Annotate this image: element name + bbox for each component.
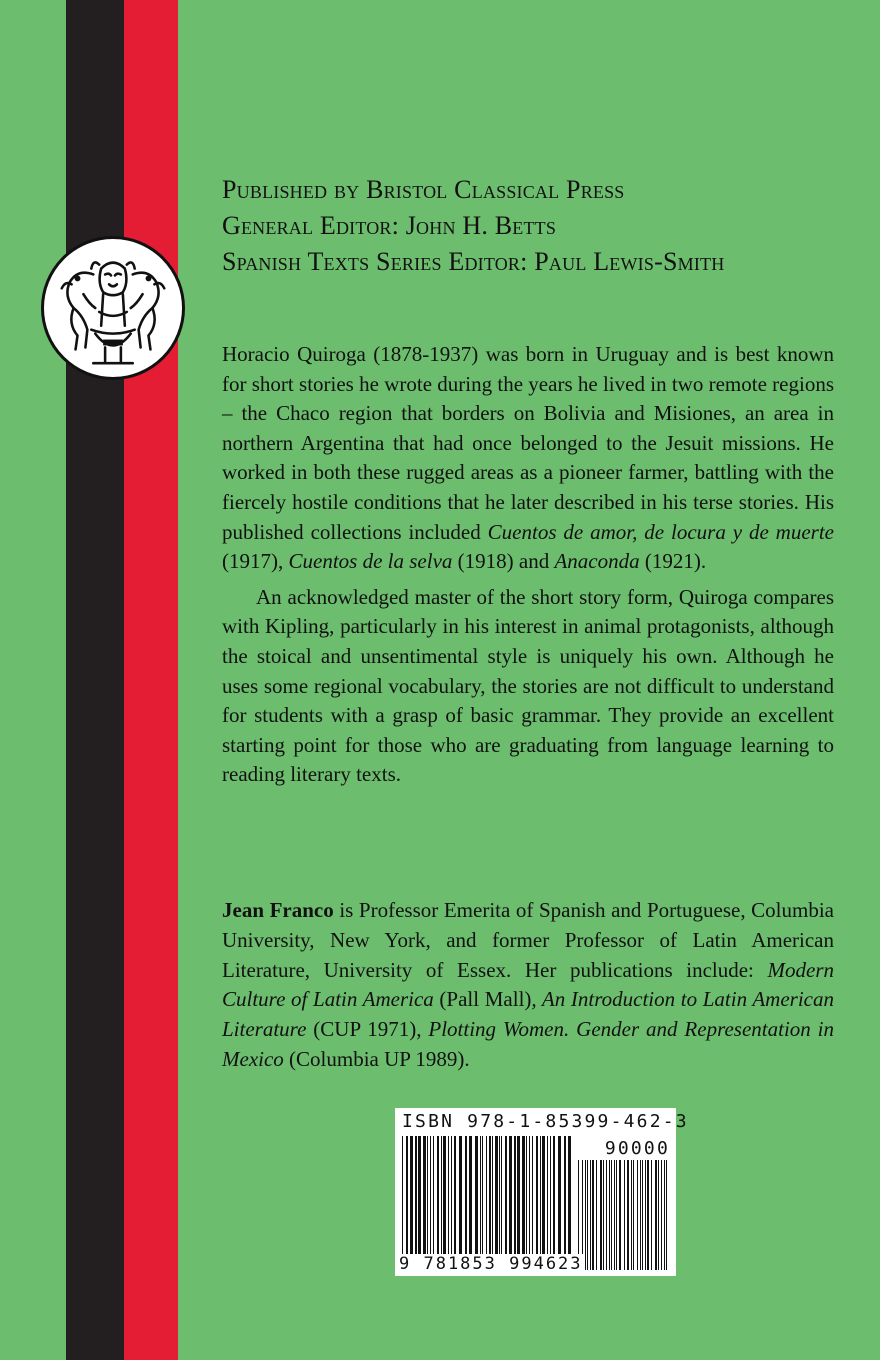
book-title-1: Cuentos de amor, de locura y de muerte (487, 519, 834, 544)
barcode-bar (499, 1136, 500, 1258)
barcode-bar (415, 1136, 417, 1258)
barcode-bar (465, 1136, 467, 1258)
barcode-bar (666, 1160, 667, 1270)
barcode-bar (489, 1136, 491, 1258)
barcode-bar (536, 1136, 538, 1258)
description-text: (1921). (639, 549, 707, 574)
barcode-bar (647, 1160, 649, 1270)
publisher-emblem-icon (41, 236, 185, 380)
barcode-bar (600, 1160, 602, 1270)
barcode-bar (437, 1136, 439, 1258)
bio-text: (Columbia UP 1989). (283, 1046, 470, 1071)
barcode-bar (664, 1160, 665, 1270)
description-paragraph-2: An acknowledged master of the short story form, Quiroga compares with Kipling, particularly in his interest in animal protagonists, although the stoical and unsentimental style is uniquely his own. Although he uses some regional vocabulary, the stories are not difficult to understand for students with a grasp of basic grammar. They provide an excellent starting point for those who are graduating from language learning to reading literary texts. (222, 584, 834, 787)
barcode-bar (587, 1160, 588, 1270)
author-name: Jean Franco (222, 898, 334, 922)
book-title-2: Cuentos de la selva (288, 549, 453, 574)
barcode-bar (459, 1136, 462, 1258)
publication-title-2: , An Introduction to Latin American Literature (222, 987, 834, 1042)
publication-title-3: Plotting Women. Gender and Representation in Mexico (222, 1017, 835, 1071)
barcode-bar (448, 1136, 449, 1258)
publisher-line: Published by Bristol Classical Press (222, 175, 625, 204)
description-text: Horacio Quiroga (1878-1937) was born in Uruguay and is best known for short stories he wrote during the years he lived in two remote regions – the Chaco region that borders on Bolivia and Misiones, an area in northern Argentina that had once belonged to the Jesuit missions. He worked in both these rugged areas as a pioneer farmer, battling with the fiercely hostile conditions that he later described in his terse stories. His published collections included (222, 342, 834, 544)
barcode-bar (642, 1160, 643, 1270)
barcode-bar (585, 1160, 586, 1270)
barcode-bar (454, 1136, 456, 1258)
barcode-bar (645, 1160, 646, 1270)
barcode-bar (480, 1136, 481, 1258)
ean-barcode-bars (401, 1136, 571, 1258)
barcode-bar (606, 1160, 607, 1270)
barcode-bar (619, 1160, 621, 1270)
ean-number: 9 781853 994623 (399, 1254, 583, 1274)
isbn-number: ISBN 978-1-85399-462-3 (402, 1111, 689, 1132)
barcode-bar (553, 1136, 555, 1258)
barcode-bar (406, 1136, 408, 1258)
barcode-bar (658, 1160, 659, 1270)
author-bio (222, 896, 834, 1075)
barcode-bar (640, 1160, 641, 1270)
barcode-bar (423, 1136, 426, 1258)
barcode-bar (475, 1136, 478, 1258)
barcode-bar (637, 1160, 638, 1270)
barcode-bar (609, 1160, 610, 1270)
bio-text: is Professor Emerita of Spanish and Portuguese, Columbia University, New York, and former Professor of Latin American Literature, University of Essex. Her publications include: (222, 898, 834, 982)
barcode-bar (624, 1160, 625, 1270)
barcode-bar (469, 1136, 472, 1258)
barcode-bar (614, 1160, 615, 1270)
barcode-bar (509, 1136, 512, 1258)
series-editor-line: Spanish Texts Series Editor: Paul Lewis-Smith (222, 247, 725, 276)
barcode-bar (568, 1136, 571, 1258)
barcode-bar (603, 1160, 604, 1270)
barcode-bar (526, 1136, 527, 1258)
barcode-bar (616, 1160, 617, 1270)
black-stripe (66, 0, 124, 1360)
barcode-bar (451, 1136, 452, 1258)
barcode-bar (501, 1136, 502, 1258)
barcode (395, 1108, 689, 1276)
barcode-bar (410, 1136, 413, 1258)
price-code: 90000 (604, 1138, 670, 1159)
barcode-bar (558, 1136, 561, 1258)
barcode-bar (592, 1160, 594, 1270)
price-barcode-bars (577, 1160, 669, 1270)
barcode-bar (611, 1160, 612, 1270)
barcode-bar (443, 1136, 446, 1258)
barcode-bar (529, 1136, 530, 1258)
barcode-bar (430, 1136, 431, 1258)
publisher-credits (222, 172, 862, 280)
barcode-bar (627, 1160, 629, 1270)
barcode-bar (633, 1160, 634, 1270)
barcode-bar (402, 1136, 403, 1258)
barcode-bar (540, 1136, 541, 1258)
barcode-bar (517, 1136, 520, 1258)
barcode-bar (505, 1136, 507, 1258)
barcode-bar (651, 1160, 652, 1270)
barcode-bar (482, 1136, 483, 1258)
book-description (222, 340, 834, 790)
barcode-bar (427, 1136, 428, 1258)
barcode-bar (547, 1136, 548, 1258)
description-text: (1918) and (452, 549, 555, 574)
barcode-bar (655, 1160, 657, 1270)
barcode-bar (522, 1136, 525, 1258)
barcode-bar (661, 1160, 662, 1270)
barcode-bar (596, 1160, 597, 1270)
barcode-bar (418, 1136, 421, 1258)
barcode-bar (590, 1160, 591, 1270)
bio-text: (CUP 1971), (306, 1017, 429, 1042)
barcode-bar (564, 1136, 566, 1258)
barcode-bar (495, 1136, 498, 1258)
general-editor-line: General Editor: John H. Betts (222, 211, 557, 240)
description-text: (1917), (222, 549, 289, 574)
barcode-bar (631, 1160, 632, 1270)
barcode-bar (550, 1136, 551, 1258)
book-title-3: Anaconda (554, 549, 640, 574)
barcode-bar (532, 1136, 533, 1258)
barcode-bar (486, 1136, 487, 1258)
bio-text: (Pall Mall) (433, 987, 532, 1012)
barcode-bar (492, 1136, 493, 1258)
barcode-bar (514, 1136, 516, 1258)
barcode-bar (441, 1136, 442, 1258)
publication-title-1: Modern Culture of Latin America (222, 957, 834, 1012)
author-paragraph (222, 896, 834, 1075)
barcode-bar (433, 1136, 434, 1258)
description-paragraph-1 (222, 340, 834, 577)
barcode-bar (542, 1136, 545, 1258)
red-stripe (124, 0, 178, 1360)
